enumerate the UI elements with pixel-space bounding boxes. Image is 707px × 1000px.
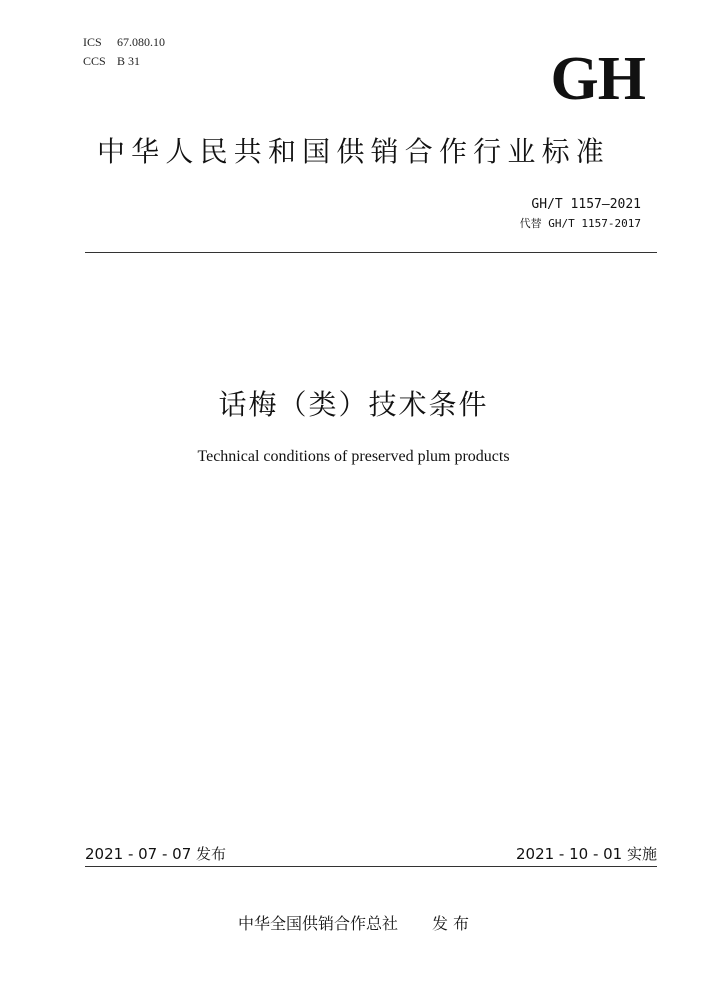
standard-number: GH/T 1157—2021 (531, 197, 641, 212)
replaces-standard: 代替 GH/T 1157-2017 (519, 217, 641, 230)
bottom-divider (85, 866, 657, 867)
ics-value: 67.080.10 (117, 35, 165, 49)
ccs-row (83, 52, 165, 71)
publisher-line (0, 912, 707, 936)
gh-logo: GH (550, 45, 645, 113)
document-title-english: Technical conditions of preserved plum products (197, 448, 510, 465)
classification-codes (83, 33, 165, 71)
document-title: 话梅（类）技术条件 (218, 388, 489, 421)
publish-date: 2021 - 07 - 07 发布 (85, 845, 227, 863)
top-divider (85, 252, 657, 253)
ccs-value: B 31 (117, 54, 141, 68)
ccs-label: CCS (83, 54, 106, 68)
implement-date: 2021 - 10 - 01 实施 (515, 845, 657, 863)
standard-category-title: 中华人民共和国供销合作行业标准 (96, 135, 610, 168)
ics-row (83, 33, 165, 52)
publish-action: 发 布 (431, 914, 470, 933)
publisher-name: 中华全国供销合作总社 (237, 914, 398, 933)
ics-label: ICS (83, 35, 102, 49)
